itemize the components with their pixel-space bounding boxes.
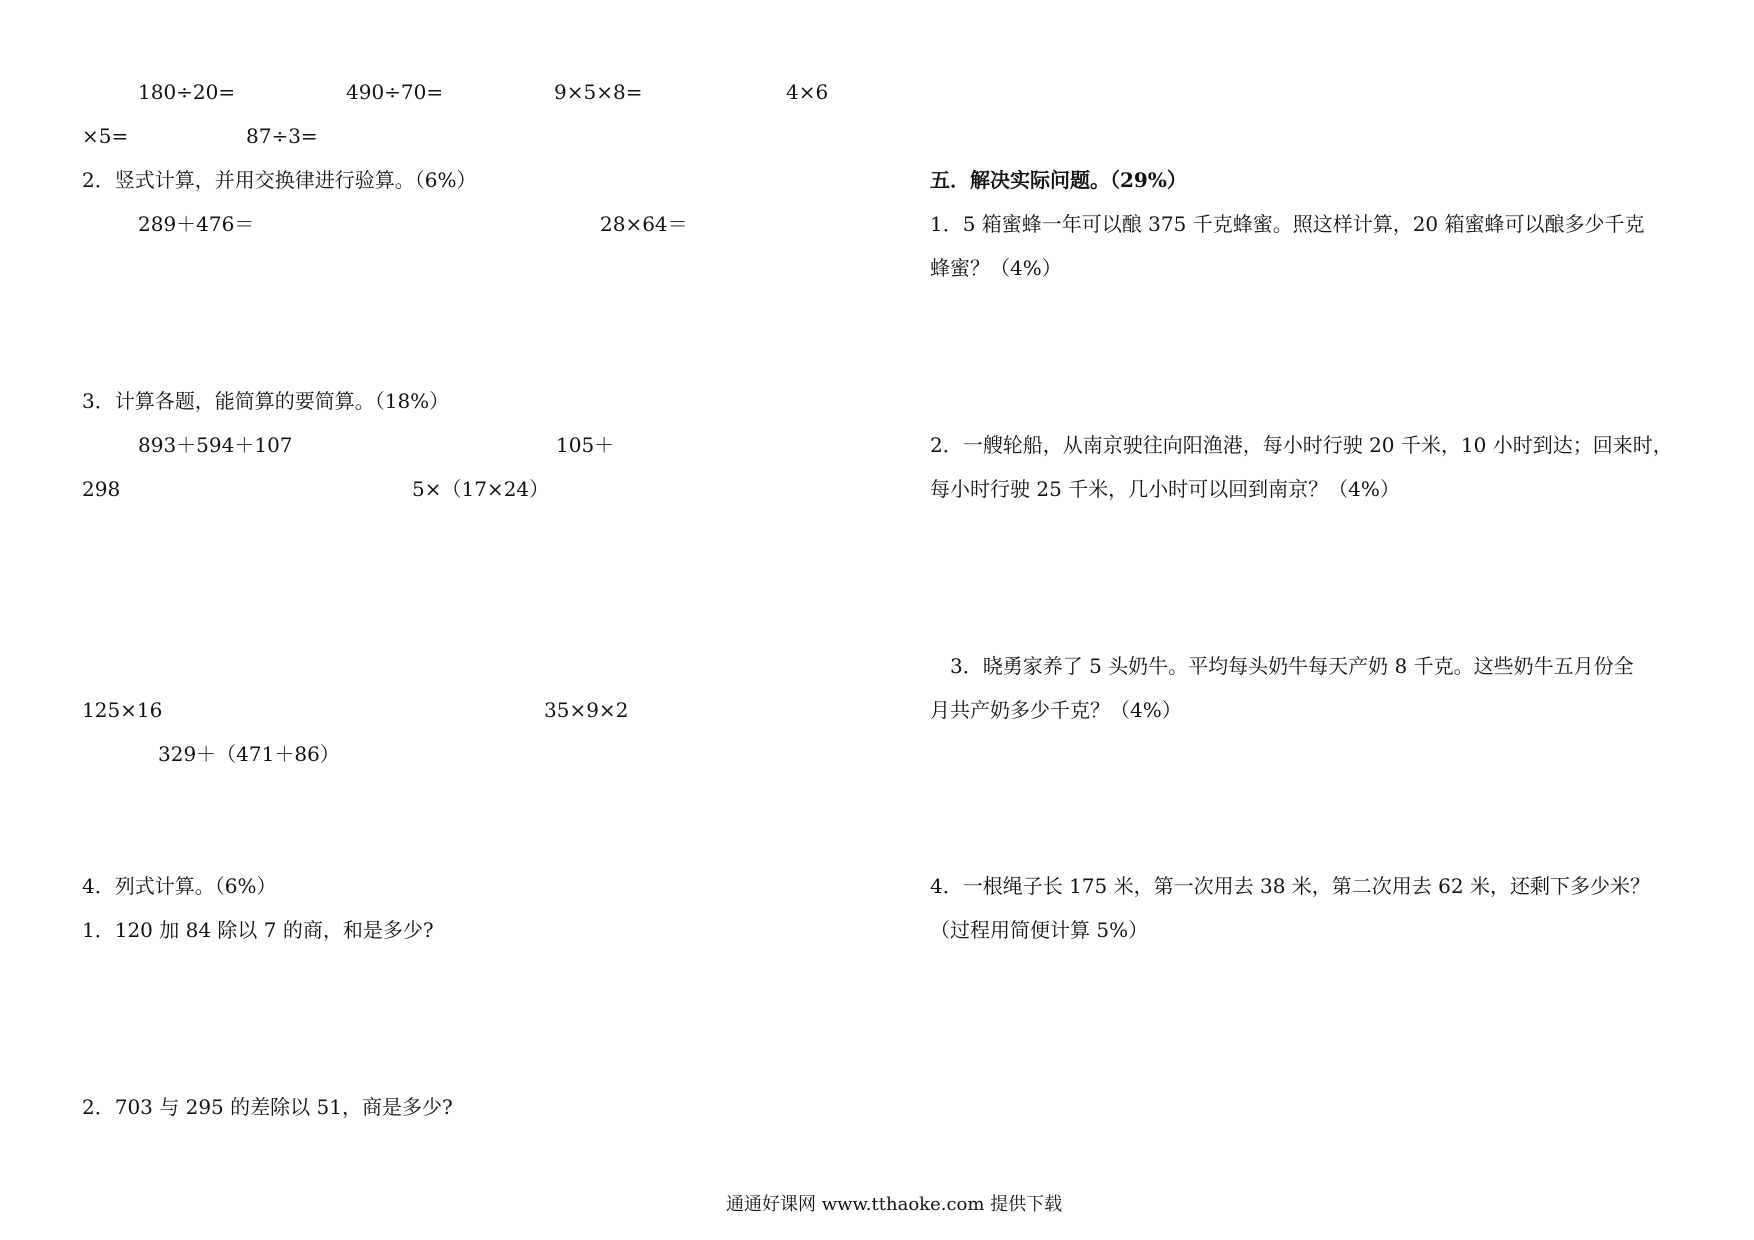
calc-item-4: 4×6 (786, 80, 829, 104)
q3-item-2: 105＋ (556, 433, 615, 457)
problem-2-line-1: 2．一艘轮船，从南京驶往向阳渔港，每小时行驶 20 千米，10 小时到达；回来时， (930, 433, 1673, 457)
footer-credit: 通通好课网 www.tthaoke.com 提供下载 (726, 1194, 1063, 1215)
q3-item-5: 35×9×2 (544, 698, 629, 722)
q4-sub-1: 1．120 加 84 除以 7 的商，和是多少? (82, 918, 434, 942)
q2-item-1: 289＋476＝ (138, 212, 255, 236)
q4-sub-2: 2．703 与 295 的差除以 51，商是多少? (82, 1095, 453, 1119)
q4-title: 4．列式计算。（6%） (82, 874, 277, 898)
q3-item-6: 329＋（471＋86） (158, 742, 340, 766)
problem-3-line-1: 3．晓勇家养了 5 头奶牛。平均每头奶牛每天产奶 8 千克。这些奶牛五月份全 (950, 654, 1634, 678)
problem-1-line-2: 蜂蜜？（4%） (930, 256, 1062, 280)
q2-title: 2．竖式计算，并用交换律进行验算。（6%） (82, 168, 477, 192)
q3-item-2-cont: 298 (82, 477, 121, 501)
q2-item-2: 28×64＝ (600, 212, 688, 236)
q3-title: 3．计算各题，能简算的要简算。（18%） (82, 389, 450, 413)
q3-item-3: 5×（17×24） (412, 477, 550, 501)
q3-item-4: 125×16 (82, 698, 163, 722)
problem-2-line-2: 每小时行驶 25 千米，几小时可以回到南京？（4%） (930, 477, 1400, 501)
calc-item-3: 9×5×8= (554, 80, 643, 104)
section-five-title: 五．解决实际问题。（29%） (930, 168, 1187, 192)
calc-item-5: 87÷3= (246, 124, 318, 148)
calc-item-1: 180÷20= (138, 80, 236, 104)
problem-4-line-1: 4．一根绳子长 175 米，第一次用去 38 米，第二次用去 62 米，还剩下多少米？ (930, 874, 1650, 898)
problem-3-line-2: 月共产奶多少千克？（4%） (930, 698, 1182, 722)
calc-item-4-cont: ×5= (82, 124, 129, 148)
calc-item-2: 490÷70= (346, 80, 444, 104)
q3-item-1: 893＋594＋107 (138, 433, 293, 457)
problem-1-line-1: 1．5 箱蜜蜂一年可以酿 375 千克蜂蜜。照这样计算，20 箱蜜蜂可以酿多少千克 (930, 212, 1645, 236)
problem-4-line-2: （过程用简便计算 5%） (930, 918, 1149, 942)
